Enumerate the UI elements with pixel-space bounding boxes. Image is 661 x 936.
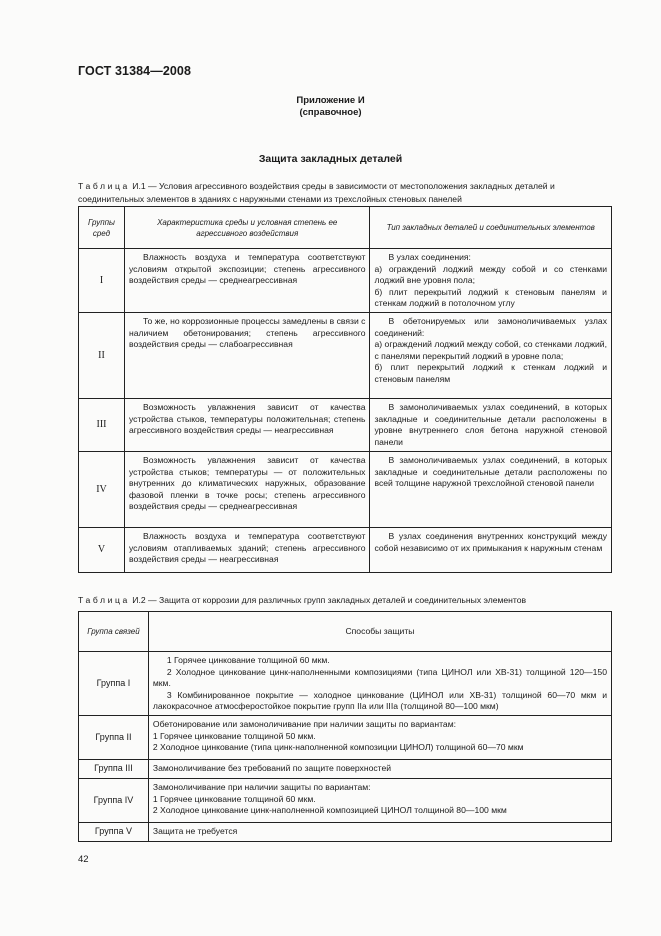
protection-methods (148, 715, 611, 759)
table2-caption-text: И.2 — Защита от коррозии для различных групп закладных деталей и соединительных элементов (129, 595, 527, 605)
table2 (78, 611, 612, 842)
detail-type-line: В обетонируемых или замоноличиваемых узлах соединений: (374, 316, 607, 338)
protection-methods (148, 652, 611, 716)
link-group: Группа IV (79, 778, 149, 822)
group-number: V (79, 528, 125, 573)
table-row (79, 249, 612, 313)
detail-type (370, 313, 612, 399)
env-description: То же, но коррозионные процессы замедлены в связи с наличием обетонирования; степень агрессивного воздействия среды — слабоагрессивная (124, 313, 370, 399)
method-line: Обетонирование или замоноличивание при наличии защиты по вариантам: (152, 718, 456, 729)
detail-type-line: В замоноличиваемых узлах соединений, в которых закладные и соединительные детали расположены по всей толщине наружной трехслойной стеновой панели (374, 455, 607, 489)
detail-type (370, 528, 612, 573)
detail-type-line: В узлах соединения: (388, 252, 471, 262)
method-line: Замоноличивание без требований по защите поверхностей (152, 762, 392, 773)
protection-methods (148, 822, 611, 841)
table-row (79, 528, 612, 573)
appendix-title: Приложение И (296, 95, 365, 106)
group-number: II (79, 313, 125, 399)
table2-header-methods: Способы защиты (148, 612, 611, 652)
table-row (79, 778, 612, 822)
table2-header-group: Группа связей (79, 612, 149, 652)
table-row (79, 822, 612, 841)
method-line: Замоноличивание при наличии защиты по вариантам: (152, 781, 371, 792)
group-number: I (79, 249, 125, 313)
detail-type (370, 249, 612, 313)
table-row (79, 313, 612, 399)
detail-type (370, 452, 612, 528)
detail-type-line: а) ограждений лоджий между собой, со стенками лоджий, с панелями перекрытий лоджий в уровне пола; (374, 339, 607, 361)
table-row (79, 452, 612, 528)
env-description: Влажность воздуха и температура соответствуют условиям отапливаемых зданий; степень агрессивного воздействия среды — неагрессивная (124, 528, 370, 573)
detail-type-line: б) плит перекрытий лоджий к стеновым панелям и стенкам лоджий в потолочном углу (374, 286, 607, 309)
group-number: III (79, 399, 125, 452)
table1-caption-text: И.1 — Условия агрессивного воздействия среды в зависимости от местоположения закладных деталей и соединительных элементов в зданиях с наружными стенами из трехслойных стеновых панелей (78, 181, 555, 204)
page-number: 42 (78, 854, 89, 865)
detail-type-line: б) плит перекрытий лоджий к стенкам лоджий и стеновым панелям (374, 362, 607, 384)
method-line: 2 Холодное цинкование цинк-наполненной композицией ЦИНОЛ толщиной 80—100 мкм (152, 805, 507, 816)
link-group: Группа III (79, 759, 149, 778)
method-line: 1 Горячее цинкование толщиной 60 мкм. (166, 655, 330, 665)
link-group: Группа I (79, 652, 149, 716)
appendix-subtitle: (справочное) (299, 107, 362, 118)
method-line: 1 Горячее цинкование толщиной 60 мкм. (152, 793, 316, 804)
method-line: 2 Холодное цинкование цинк-наполненными композициями (типа ЦИНОЛ или ХВ-31) толщиной 120—150 мкм. (152, 666, 607, 689)
method-line: Защита не требуется (152, 825, 238, 836)
link-group: Группа V (79, 822, 149, 841)
detail-type-line: В замоноличиваемых узлах соединений, в которых закладные и соединительные детали расположены в уровне внутреннего слоя бетона наружной стеновой панели (374, 402, 607, 447)
env-description: Возможность увлажнения зависит от качества устройства стыков, температуры положительная; степень агрессивного воздействия среды — неагрессивная (124, 399, 370, 452)
detail-type-line: В узлах соединения внутренних конструкций между собой независимо от их примыкания к наружным стенам (374, 531, 607, 553)
table-row (79, 399, 612, 452)
table-row (79, 715, 612, 759)
table1-header-row (79, 207, 612, 249)
link-group: Группа II (79, 715, 149, 759)
table1-header-env: Характеристика среды и условная степень ее агрессивного воздействия (124, 207, 370, 249)
table1-header-group: Группы сред (79, 207, 125, 249)
section-title: Защита закладных деталей (258, 153, 403, 165)
method-line: 2 Холодное цинкование (типа цинк-наполненной композиции ЦИНОЛ) толщиной 60—70 мкм (152, 742, 524, 753)
protection-methods (148, 778, 611, 822)
table1-caption-word: Таблица (78, 181, 130, 191)
env-description: Влажность воздуха и температура соответствуют условиям открытой экспозиции; степень агрессивного воздействия среды — среднеагрессивная (124, 249, 370, 313)
table1 (78, 206, 612, 573)
table2-header-row (79, 612, 612, 652)
detail-type-line: а) ограждений лоджий между собой и со стенками лоджий вне уровня пола; (374, 263, 607, 286)
table1-caption (78, 180, 606, 205)
method-line: 1 Горячее цинкование толщиной 50 мкм. (152, 730, 316, 741)
table-row (79, 759, 612, 778)
standard-designation: ГОСТ 31384—2008 (78, 64, 192, 78)
detail-type (370, 399, 612, 452)
table1-header-type: Тип закладных деталей и соединительных элементов (370, 207, 612, 249)
method-line: 3 Комбинированное покрытие — холодное цинкование (ЦИНОЛ или ХВ-31) толщиной 60—70 мкм и лакокрасочное атмосферостойкое покрытие групп IIa или IIIa (толщиной 80—100 мкм) (152, 689, 607, 712)
table2-caption (78, 594, 606, 607)
protection-methods (148, 759, 611, 778)
group-number: IV (79, 452, 125, 528)
table-row (79, 652, 612, 716)
table2-caption-word: Таблица (78, 595, 130, 605)
env-description: Возможность увлажнения зависит от качества устройства стыков; температуры — от положительных внутренних до климатических наружных, образование фазовой пленки в точке росы; степень агрессивного воздействия среды — среднеагрессивная (124, 452, 370, 528)
